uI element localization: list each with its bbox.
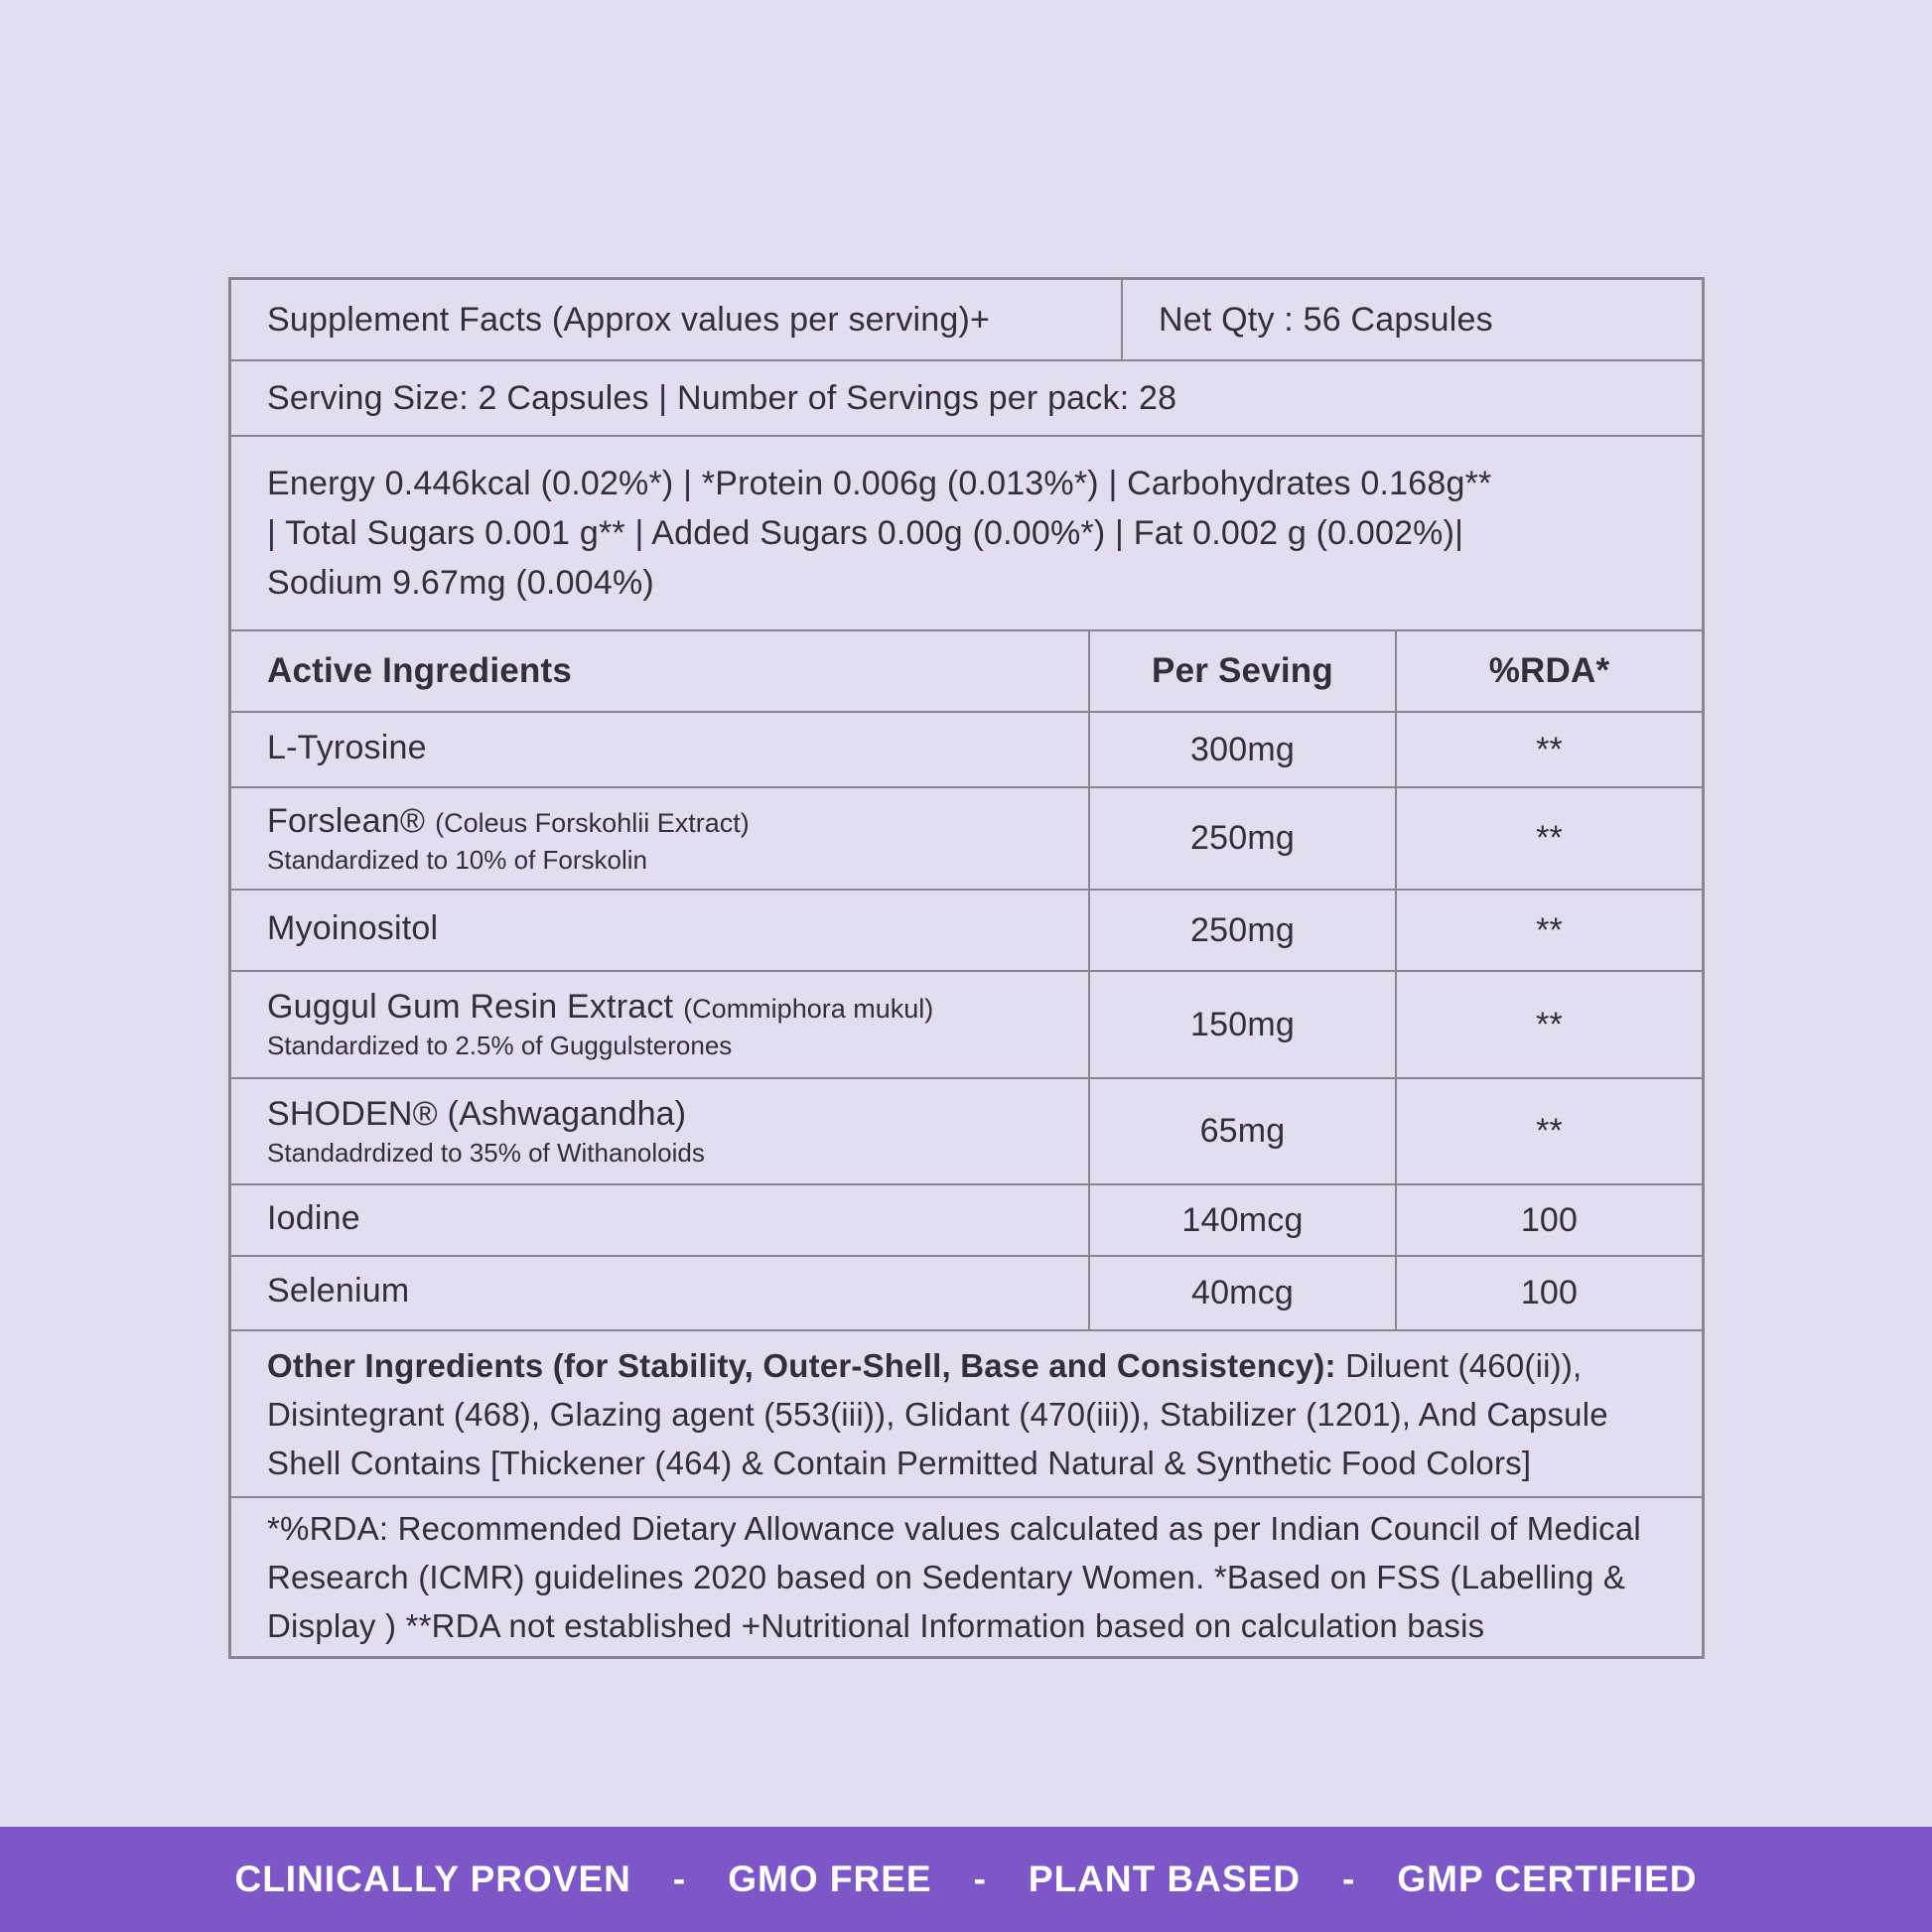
supplement-facts-table: [228, 277, 1705, 1659]
ingredient-row-forslean: [231, 786, 1702, 889]
ingredient-rda: **: [1395, 788, 1702, 889]
ingredient-row-shoden: [231, 1077, 1702, 1183]
column-header-row: [231, 629, 1702, 711]
ingredient-note: (Commiphora mukul): [683, 994, 934, 1024]
claim-separator: -: [1342, 1859, 1356, 1899]
ingredient-row-guggul: [231, 970, 1702, 1077]
ingredient-row-myoinositol: [231, 889, 1702, 970]
nutrition-summary-row: [231, 435, 1702, 629]
claim-gmp-certified: GMP CERTIFIED: [1397, 1859, 1698, 1899]
ingredient-rda: 100: [1395, 1185, 1702, 1255]
ingredient-subtext: Standadrdized to 35% of Withanoloids: [267, 1137, 705, 1168]
claim-separator: -: [973, 1859, 987, 1899]
ingredient-amount: 65mg: [1088, 1079, 1395, 1183]
ingredient-rda: **: [1395, 1079, 1702, 1183]
other-ingredients-lead: Other Ingredients (for Stability, Outer-Shell, Base and Consistency):: [267, 1346, 1336, 1384]
ingredient-amount: 250mg: [1088, 891, 1395, 970]
ingredient-rda: **: [1395, 972, 1702, 1077]
ingredient-amount: 150mg: [1088, 972, 1395, 1077]
claim-separator: -: [672, 1859, 687, 1899]
rda-footnote-row: [231, 1496, 1702, 1656]
claims-footer-bar: [0, 1827, 1932, 1932]
ingredient-name: L-Tyrosine: [267, 728, 427, 766]
other-ingredients-rest: Diluent (460(ii)), Disintegrant (468), Glazing agent (553(iii)), Glidant (470(iii)), Stabilizer (1201), And Capsule Shell Contains [Thickener (464) & Contain Permitted Natural & Synthetic Food Colors]: [267, 1346, 1608, 1481]
serving-size-text: Serving Size: 2 Capsules | Number of Servings per pack: 28: [267, 378, 1177, 417]
ingredient-amount: 300mg: [1088, 713, 1395, 786]
ingredient-amount: 250mg: [1088, 788, 1395, 889]
nutrition-line-1: Energy 0.446kcal (0.02%*) | *Protein 0.006g (0.013%*) | Carbohydrates 0.168g**: [267, 465, 1492, 502]
serving-size-row: [231, 359, 1702, 435]
ingredient-note: (Coleus Forskohlii Extract): [435, 807, 750, 838]
ingredient-row-selenium: [231, 1255, 1702, 1329]
nutrition-line-3: Sodium 9.67mg (0.004%): [267, 564, 654, 602]
ingredient-name: Guggul Gum Resin Extract: [267, 988, 674, 1026]
supplement-facts-title: Supplement Facts (Approx values per serving)+: [267, 300, 991, 339]
ingredient-amount: 40mcg: [1088, 1257, 1395, 1329]
ingredient-name: Iodine: [267, 1198, 360, 1237]
ingredient-name: Forslean®: [267, 801, 426, 840]
column-header-rda: %RDA*: [1395, 631, 1702, 711]
column-header-ingredient: Active Ingredients: [267, 651, 573, 690]
ingredient-amount: 140mcg: [1088, 1185, 1395, 1255]
ingredient-name: Selenium: [267, 1272, 410, 1310]
ingredient-rda: 100: [1395, 1257, 1702, 1329]
rda-footnote-text: *%RDA: Recommended Dietary Allowance values calculated as per Indian Council of Medical Research (ICMR) guidelines 2020 based on Sedentary Women. *Based on FSS (Labelling & Display ) **RDA not established +Nutritional Information based on calculation basis: [267, 1510, 1641, 1644]
claim-gmo-free: GMO FREE: [728, 1859, 932, 1899]
ingredient-subtext: Standardized to 2.5% of Guggulsterones: [267, 1031, 733, 1060]
other-ingredients-row: [231, 1329, 1702, 1496]
ingredient-name: SHODEN® (Ashwagandha): [267, 1094, 687, 1133]
table-title-row: [231, 280, 1702, 359]
column-header-per-serving: Per Seving: [1088, 631, 1395, 711]
ingredient-name: Myoinositol: [267, 908, 439, 947]
ingredient-rda: **: [1395, 891, 1702, 970]
other-ingredients-text: [267, 1341, 1666, 1487]
net-qty-value: Net Qty : 56 Capsules: [1121, 280, 1702, 359]
claim-plant-based: PLANT BASED: [1028, 1859, 1302, 1899]
claim-clinically-proven: CLINICALLY PROVEN: [234, 1859, 631, 1899]
ingredient-subtext: Standardized to 10% of Forskolin: [267, 844, 647, 875]
ingredient-row-l-tyrosine: [231, 711, 1702, 786]
ingredient-row-iodine: [231, 1183, 1702, 1255]
nutrition-line-2: | Total Sugars 0.001 g** | Added Sugars 0.00g (0.00%*) | Fat 0.002 g (0.002%)|: [267, 514, 1464, 552]
ingredient-rda: **: [1395, 713, 1702, 786]
